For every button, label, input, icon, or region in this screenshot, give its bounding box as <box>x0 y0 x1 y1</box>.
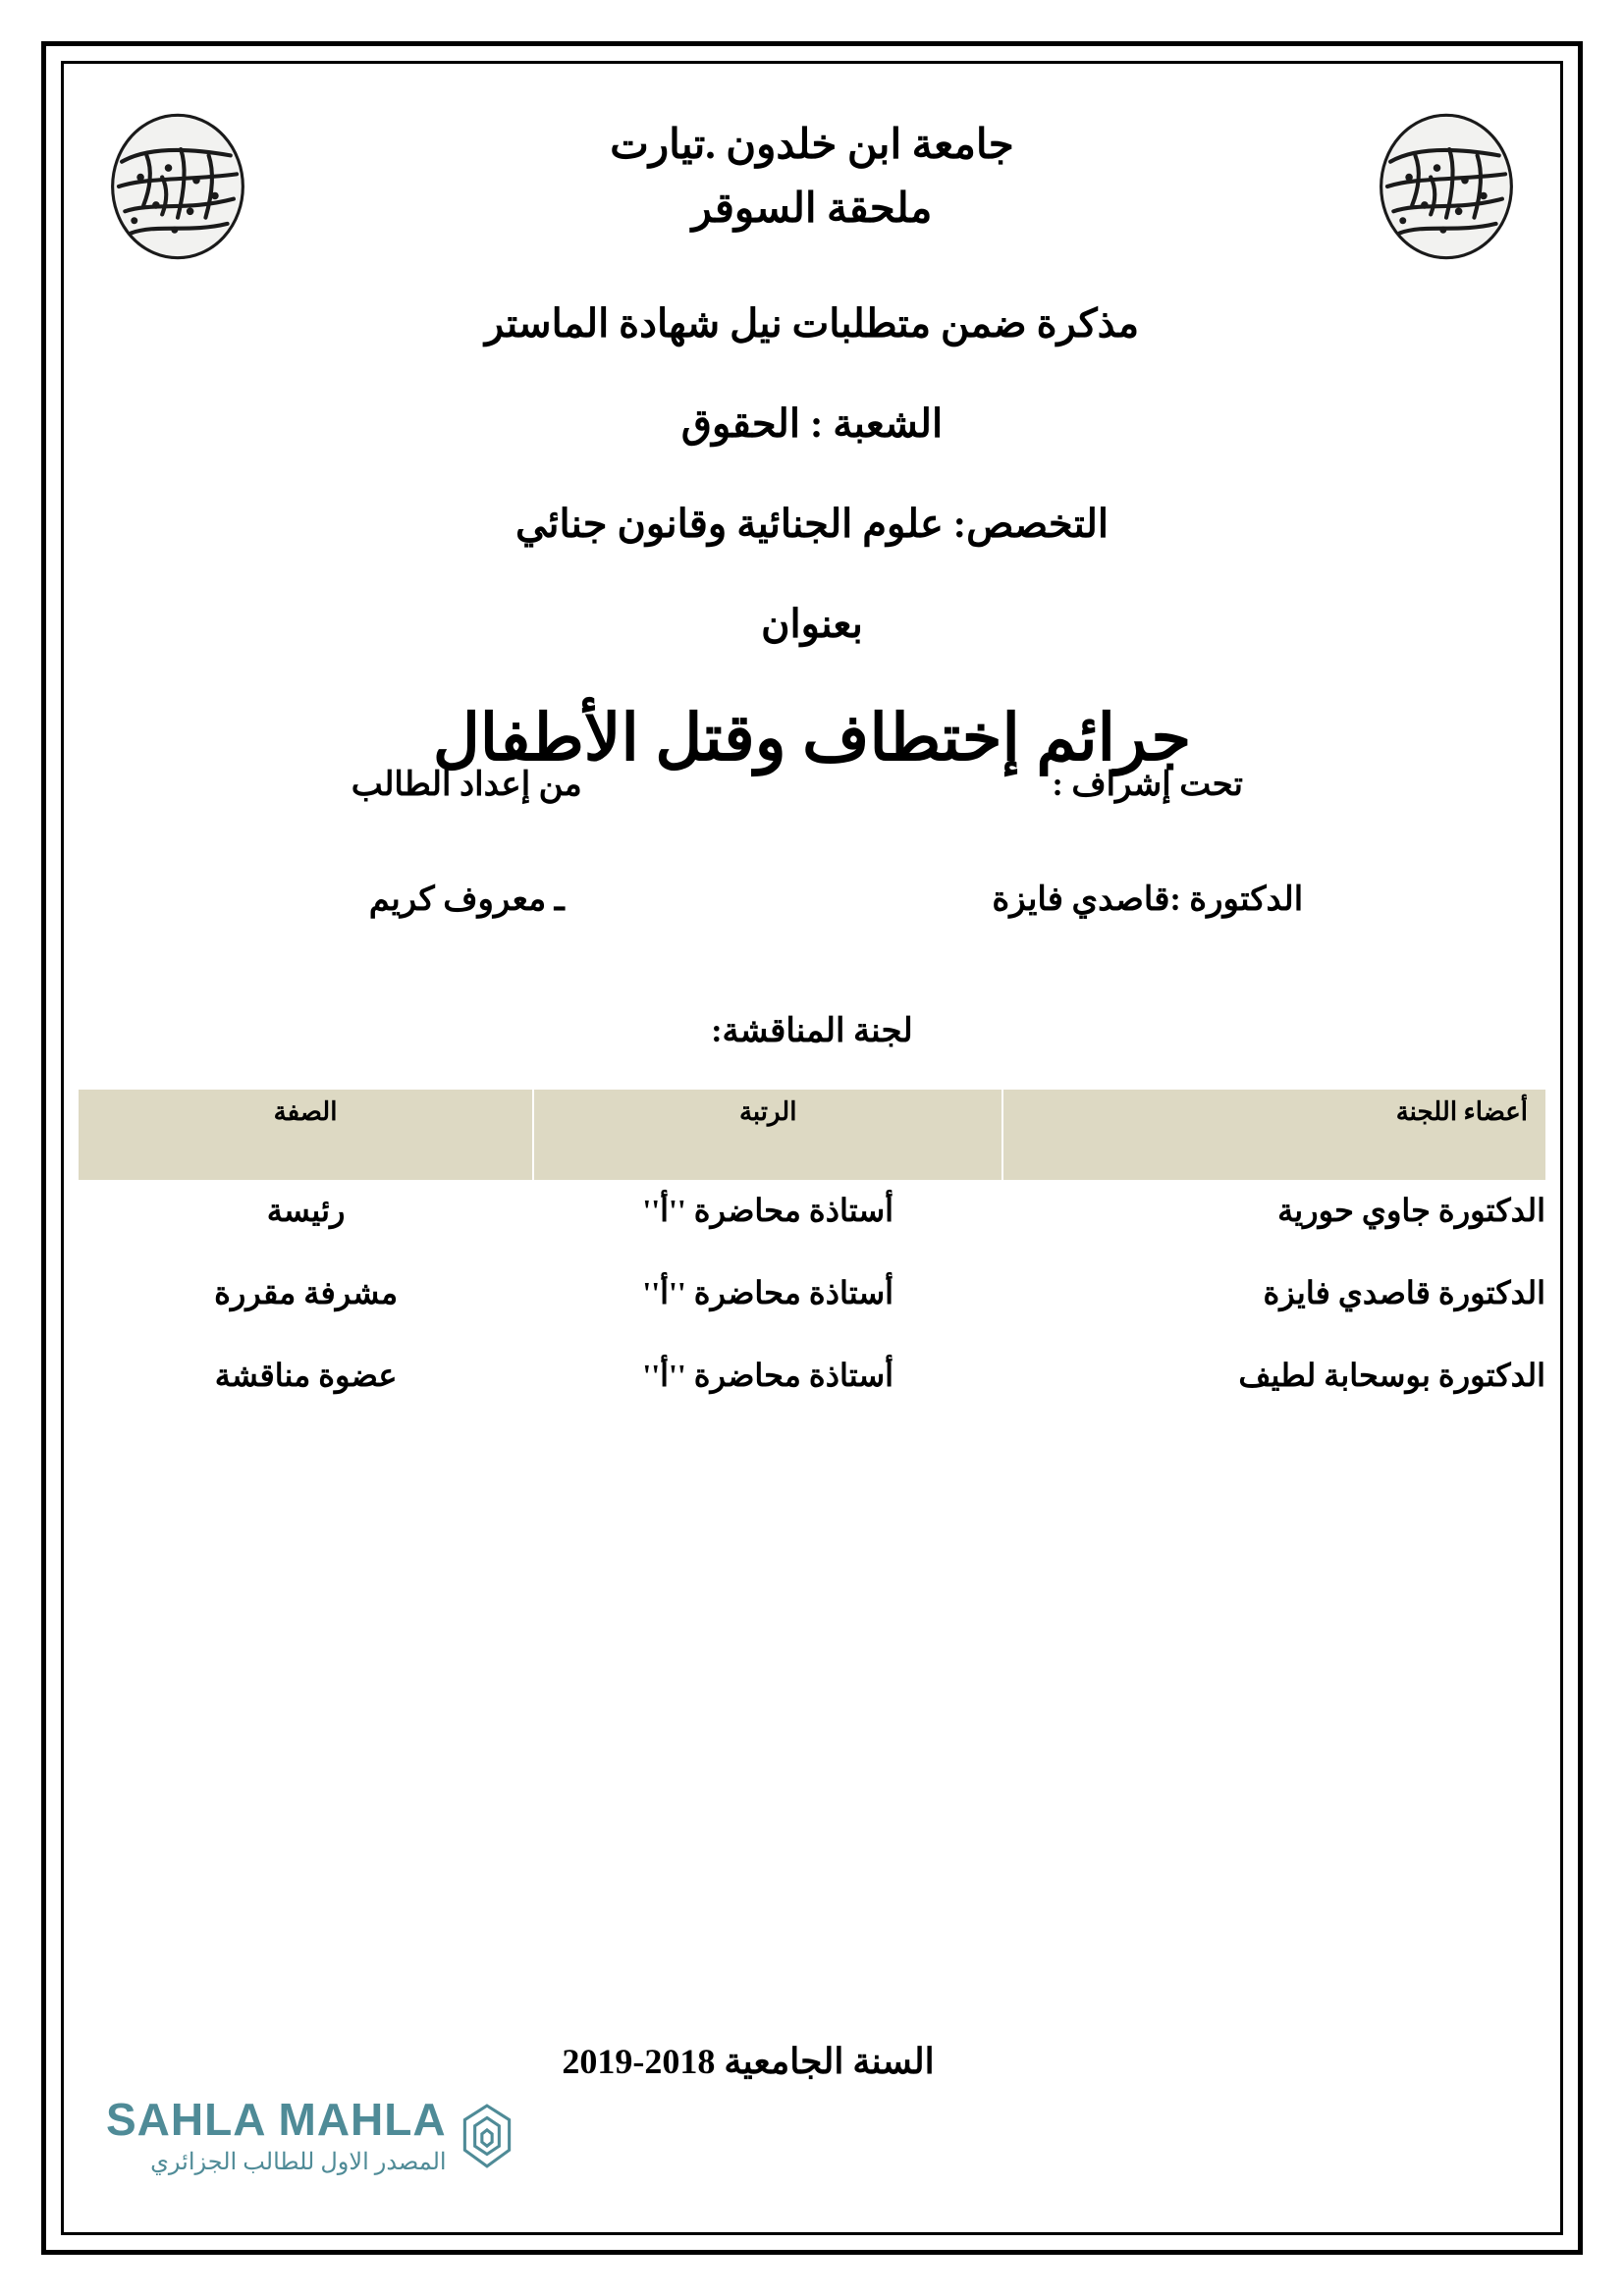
cell-role: عضوة مناقشة <box>214 1358 398 1393</box>
entitled-label: بعنوان <box>761 602 863 646</box>
degree-info-block <box>196 301 1428 780</box>
cell-rank: أستاذة محاضرة ''أ'' <box>642 1358 894 1393</box>
university-logo-right <box>1369 108 1524 265</box>
cell-rank: أستاذة محاضرة ''أ'' <box>642 1275 894 1310</box>
branch-line: الشعبة : الحقوق <box>680 401 944 446</box>
table-row <box>79 1345 1545 1427</box>
university-name: جامعة ابن خلدون .تيارت <box>610 123 1014 168</box>
cell-member: الدكتورة جاوي حورية <box>1277 1193 1545 1228</box>
cell-member: الدكتورة بوسحابة لطيف <box>1238 1358 1545 1393</box>
table-row <box>79 1262 1545 1345</box>
authorship-block <box>118 766 1506 921</box>
specialty-line: التخصص: علوم الجنائية وقانون جنائي <box>514 502 1110 546</box>
column-header-members: أعضاء اللجنة <box>1002 1090 1545 1180</box>
student-label: من إعداد الطالب <box>351 767 582 803</box>
committee-table <box>79 1090 1545 1427</box>
committee-label: لجنة المناقشة: <box>711 1013 913 1049</box>
watermark-text <box>106 2094 447 2176</box>
cell-role: رئيسة <box>266 1193 346 1228</box>
student-name: ـ معروف كريم <box>368 881 565 918</box>
watermark-subtitle: المصدر الاول للطالب الجزائري <box>150 2150 447 2175</box>
thesis-purpose: مذكرة ضمن متطلبات نيل شهادة الماستر <box>484 301 1140 346</box>
academic-year: السنة الجامعية 2018-2019 <box>562 2042 935 2081</box>
cell-member: الدكتورة قاصدي فايزة <box>1263 1275 1545 1310</box>
page-content <box>79 79 1545 2217</box>
table-header-row <box>79 1090 1545 1180</box>
thesis-title: جرائم إختطاف وقتل الأطفال <box>432 703 1192 774</box>
watermark <box>106 2094 517 2176</box>
cell-rank: أستاذة محاضرة ''أ'' <box>642 1193 894 1228</box>
sahla-mahla-logo-icon <box>457 2102 517 2172</box>
annex-name: ملحقة السوقر <box>691 187 933 233</box>
supervisor-name: الدكتورة :قاصدي فايزة <box>992 881 1304 918</box>
table-row <box>79 1180 1545 1262</box>
column-header-role: الصفة <box>79 1090 533 1180</box>
institution-header <box>304 114 1320 241</box>
cell-role: مشرفة مقررة <box>214 1275 399 1310</box>
column-header-rank: الرتبة <box>533 1090 1002 1180</box>
supervisor-label: تحت إشراف : <box>1052 767 1244 803</box>
student-column <box>118 766 785 921</box>
university-logo-left <box>100 108 255 265</box>
watermark-title: SAHLA MAHLA <box>106 2094 447 2145</box>
supervisor-column <box>829 766 1506 921</box>
